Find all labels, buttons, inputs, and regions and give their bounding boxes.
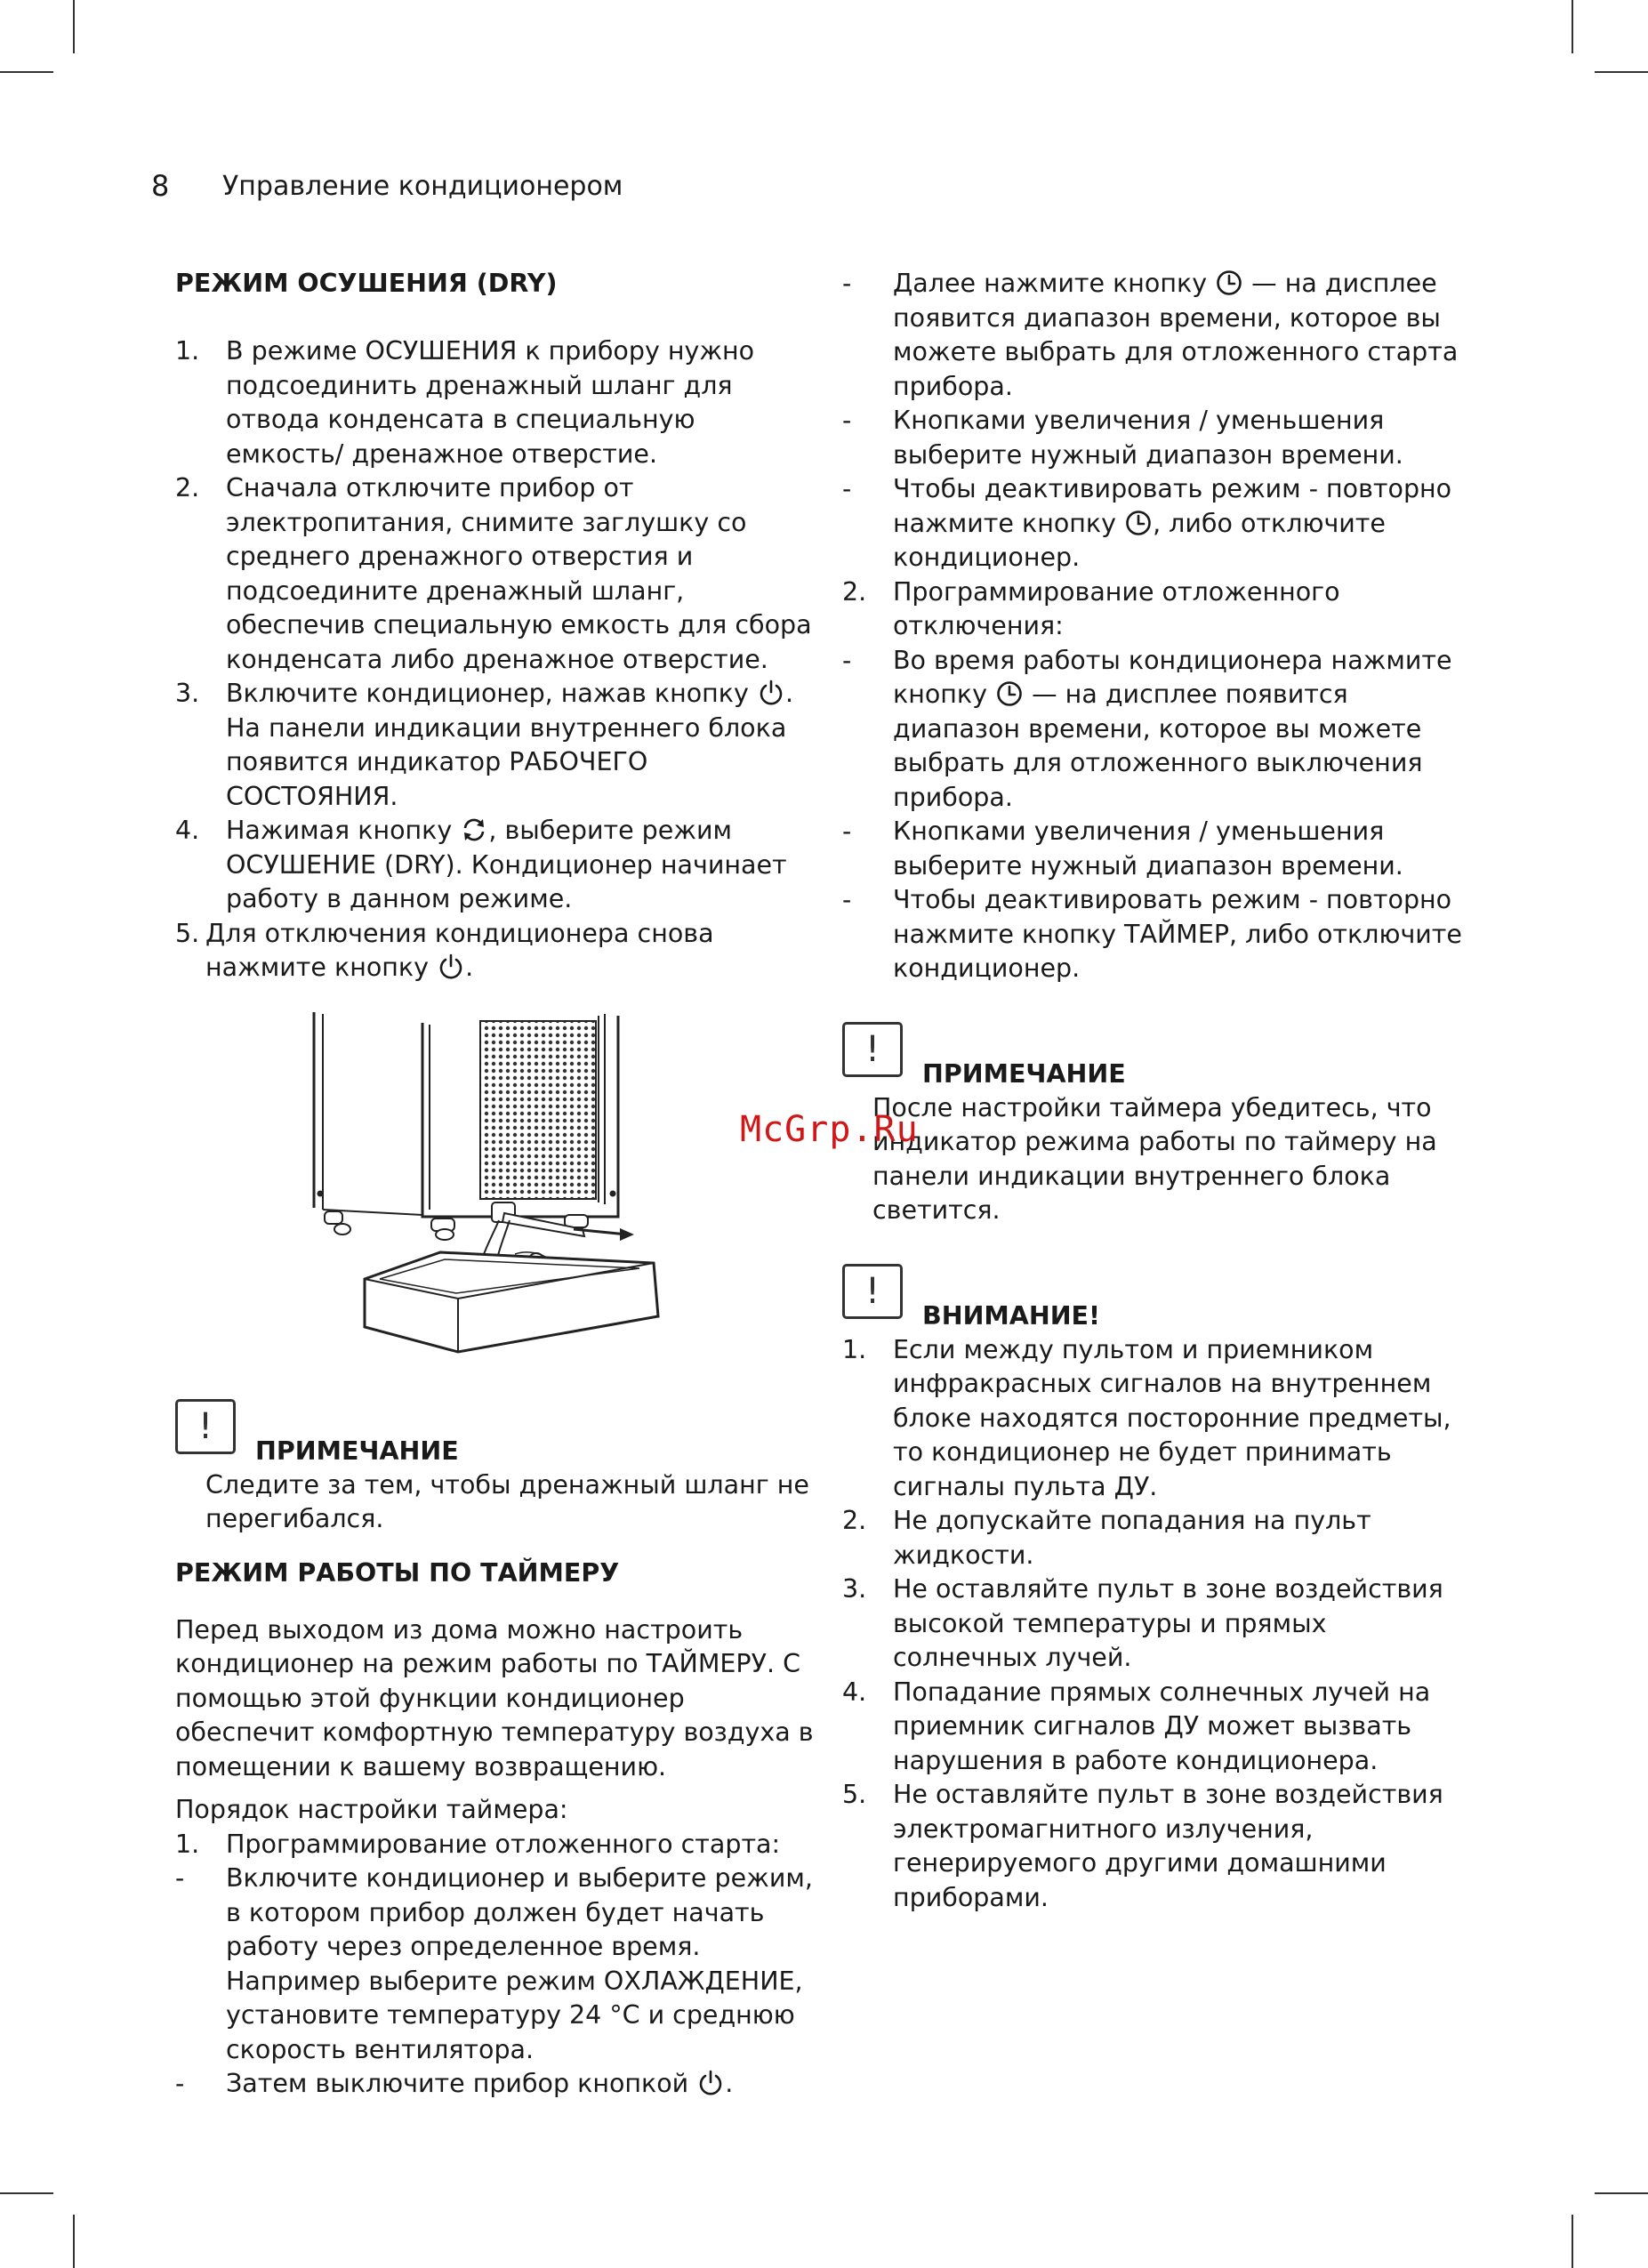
list-text: — на дисплее появится диапазон времени, которое вы можете выбрать для отложенного выключения прибора.: [893, 680, 1423, 812]
list-text: .: [465, 953, 474, 982]
dry-mode-heading: РЕЖИМ ОСУШЕНИЯ (DRY): [175, 269, 558, 298]
list-text: . На панели индикации внутреннего блока появится индикатор РАБОЧЕГО СОСТОЯНИЯ.: [226, 679, 793, 811]
note-timer-indicator: [842, 1022, 1465, 1228]
list-text: Чтобы деактивировать режим - повторно нажмите кнопку ТАЙМЕР, либо отключите кондиционер.: [893, 885, 1462, 983]
warning-item-5: [842, 1778, 1465, 1915]
right-column: [842, 267, 1465, 1915]
mode-cycle-icon: [460, 816, 488, 844]
timer-dash-5: [842, 472, 1465, 575]
list-text: , выберите режим ОСУШЕНИЕ (DRY). Кондиционер начинает работу в данном режиме.: [226, 816, 787, 913]
timer-step-1: [175, 1828, 816, 1862]
list-text: Попадание прямых солнечных лучей на приемник сигналов ДУ может вызвать нарушения в работе кондиционера.: [893, 1677, 1431, 1775]
list-dash: -: [842, 816, 852, 846]
timer-dash-3: [842, 267, 1465, 404]
list-text: Для отключения кондиционера снова нажмите кнопку: [205, 918, 714, 982]
clock-icon: [1124, 509, 1153, 537]
list-text: В режиме ОСУШЕНИЯ к прибору нужно подсоединить дренажный шланг для отвода конденсата в специальную емкость/ дренажное отверстие.: [226, 336, 755, 469]
note-icon: !: [175, 1399, 236, 1454]
timer-intro: Перед выходом из дома можно настроить кондиционер на режим работы по ТАЙМЕРУ. С помощью этой функции кондиционер обеспечит комфортную температуру воздуха в помещении к вашему возвращению.: [175, 1614, 814, 1781]
crop-mark: [73, 0, 75, 53]
timer-step-2: [842, 575, 1465, 644]
drain-hose-illustration: [298, 996, 676, 1361]
list-number: 5.: [175, 918, 200, 948]
list-dash: -: [175, 1863, 185, 1893]
list-dash: -: [842, 406, 852, 435]
dry-step-4: [175, 814, 816, 917]
crop-mark: [1572, 2215, 1573, 2268]
list-text: Кнопками увеличения / уменьшения выберите нужный диапазон времени.: [893, 406, 1403, 470]
list-number: 2.: [175, 473, 200, 503]
crop-mark: [1572, 0, 1573, 53]
list-text: Затем выключите прибор кнопкой: [226, 2069, 697, 2098]
list-dash: -: [842, 269, 852, 298]
power-icon: [437, 953, 465, 981]
note-heading: ПРИМЕЧАНИЕ: [922, 1058, 1126, 1089]
timer-mode-heading: РЕЖИМ РАБОТЫ ПО ТАЙМЕРУ: [175, 1557, 620, 1588]
dry-step-1: [175, 334, 816, 471]
warning-icon: !: [842, 1264, 903, 1319]
list-text: Во время работы кондиционера нажмите кнопку: [893, 645, 1452, 709]
timer-dash-2: [175, 2067, 816, 2102]
note-text: Следите за тем, чтобы дренажный шланг не перегибался.: [205, 1469, 809, 1533]
timer-dash-6: [842, 644, 1465, 816]
list-number: 1.: [175, 336, 200, 366]
timer-order: Порядок настройки таймера:: [175, 1795, 568, 1824]
list-text: Включите кондиционер, нажав кнопку: [226, 679, 757, 708]
list-text: Не оставляйте пульт в зоне воздействия высокой температуры и прямых солнечных лучей.: [893, 1574, 1443, 1672]
list-text: Не оставляйте пульт в зоне воздействия электромагнитного излучения, генерируемого другими домашними приборами.: [893, 1780, 1443, 1912]
crop-mark: [73, 2215, 75, 2268]
list-text: Программирование отложенного отключения:: [893, 576, 1340, 640]
list-dash: -: [842, 645, 852, 675]
list-number: 5.: [842, 1780, 867, 1809]
list-text: Далее нажмите кнопку: [893, 269, 1216, 298]
crop-mark: [0, 71, 53, 73]
list-number: 4.: [842, 1677, 867, 1707]
list-number: 3.: [842, 1574, 867, 1604]
power-icon: [757, 679, 785, 707]
list-text: Нажимая кнопку: [226, 816, 461, 845]
list-text: Чтобы деактивировать режим - повторно нажмите кнопку: [893, 474, 1452, 538]
list-number: 1.: [175, 1829, 200, 1859]
power-icon: [696, 2069, 725, 2097]
list-number: 3.: [175, 679, 200, 708]
list-dash: -: [842, 474, 852, 503]
note-heading: ПРИМЕЧАНИЕ: [255, 1436, 459, 1466]
list-text: Если между пультом и приемником инфракрасных сигналов на внутреннем блоке находятся посторонние предметы, то кондиционер не будет принимать сигналы пульта ДУ.: [893, 1334, 1451, 1501]
dry-step-2: [175, 471, 816, 677]
timer-dash-1: [175, 1862, 816, 2067]
list-number: 4.: [175, 816, 200, 845]
dry-step-5: [175, 917, 816, 985]
list-text: , либо отключите кондиционер.: [893, 508, 1386, 572]
list-text: .: [725, 2069, 734, 2098]
warning-item-4: [842, 1676, 1465, 1779]
list-text: Сначала отключите прибор от электропитания, снимите заглушку со среднего дренажного отверстия и подсоедините дренажный шланг, обеспечив специальную емкость для сбора конденсата либо дренажное отверстие.: [226, 473, 812, 674]
page-number: 8: [151, 169, 170, 203]
list-text: Кнопками увеличения / уменьшения выберите нужный диапазон времени.: [893, 816, 1403, 881]
page-title: Управление кондиционером: [222, 171, 623, 202]
clock-icon: [1215, 269, 1243, 297]
clock-icon: [995, 680, 1024, 708]
list-text: Включите кондиционер и выберите режим, в котором прибор должен будет начать работу через определенное время. Например выберите режим ОХЛАЖДЕНИЕ, установите температуру 24 °С и среднюю скорость вентилятора.: [226, 1863, 813, 2064]
list-text: — на дисплее появится диапазон времени, которое вы можете выбрать для отложенного старта прибора.: [893, 269, 1459, 401]
warning-item-2: [842, 1504, 1465, 1572]
warning-item-3: [842, 1572, 1465, 1676]
crop-mark: [1595, 2192, 1648, 2194]
list-text: Программирование отложенного старта:: [226, 1829, 781, 1859]
dry-step-3: [175, 677, 816, 814]
watermark: McGrp.Ru: [740, 1109, 919, 1150]
list-text: Не допускайте попадания на пульт жидкости.: [893, 1506, 1371, 1570]
list-dash: -: [175, 2069, 185, 2098]
note-drain-hose: [175, 1399, 816, 1537]
warning-block: [842, 1264, 1465, 1333]
timer-dash-4: [842, 404, 1465, 472]
list-number: 1.: [842, 1334, 867, 1364]
warning-heading: ВНИМАНИЕ!: [922, 1300, 1101, 1331]
note-icon: !: [842, 1022, 903, 1077]
timer-dash-8: [842, 883, 1465, 986]
note-text: После настройки таймера убедитесь, что индикатор режима работы по таймеру на панели индикации внутреннего блока светится.: [872, 1092, 1437, 1225]
crop-mark: [1595, 71, 1648, 73]
list-number: 2.: [842, 576, 867, 607]
timer-dash-7: [842, 815, 1465, 883]
crop-mark: [0, 2192, 53, 2194]
list-dash: -: [842, 885, 852, 914]
warning-item-1: [842, 1333, 1465, 1505]
list-number: 2.: [842, 1506, 867, 1535]
